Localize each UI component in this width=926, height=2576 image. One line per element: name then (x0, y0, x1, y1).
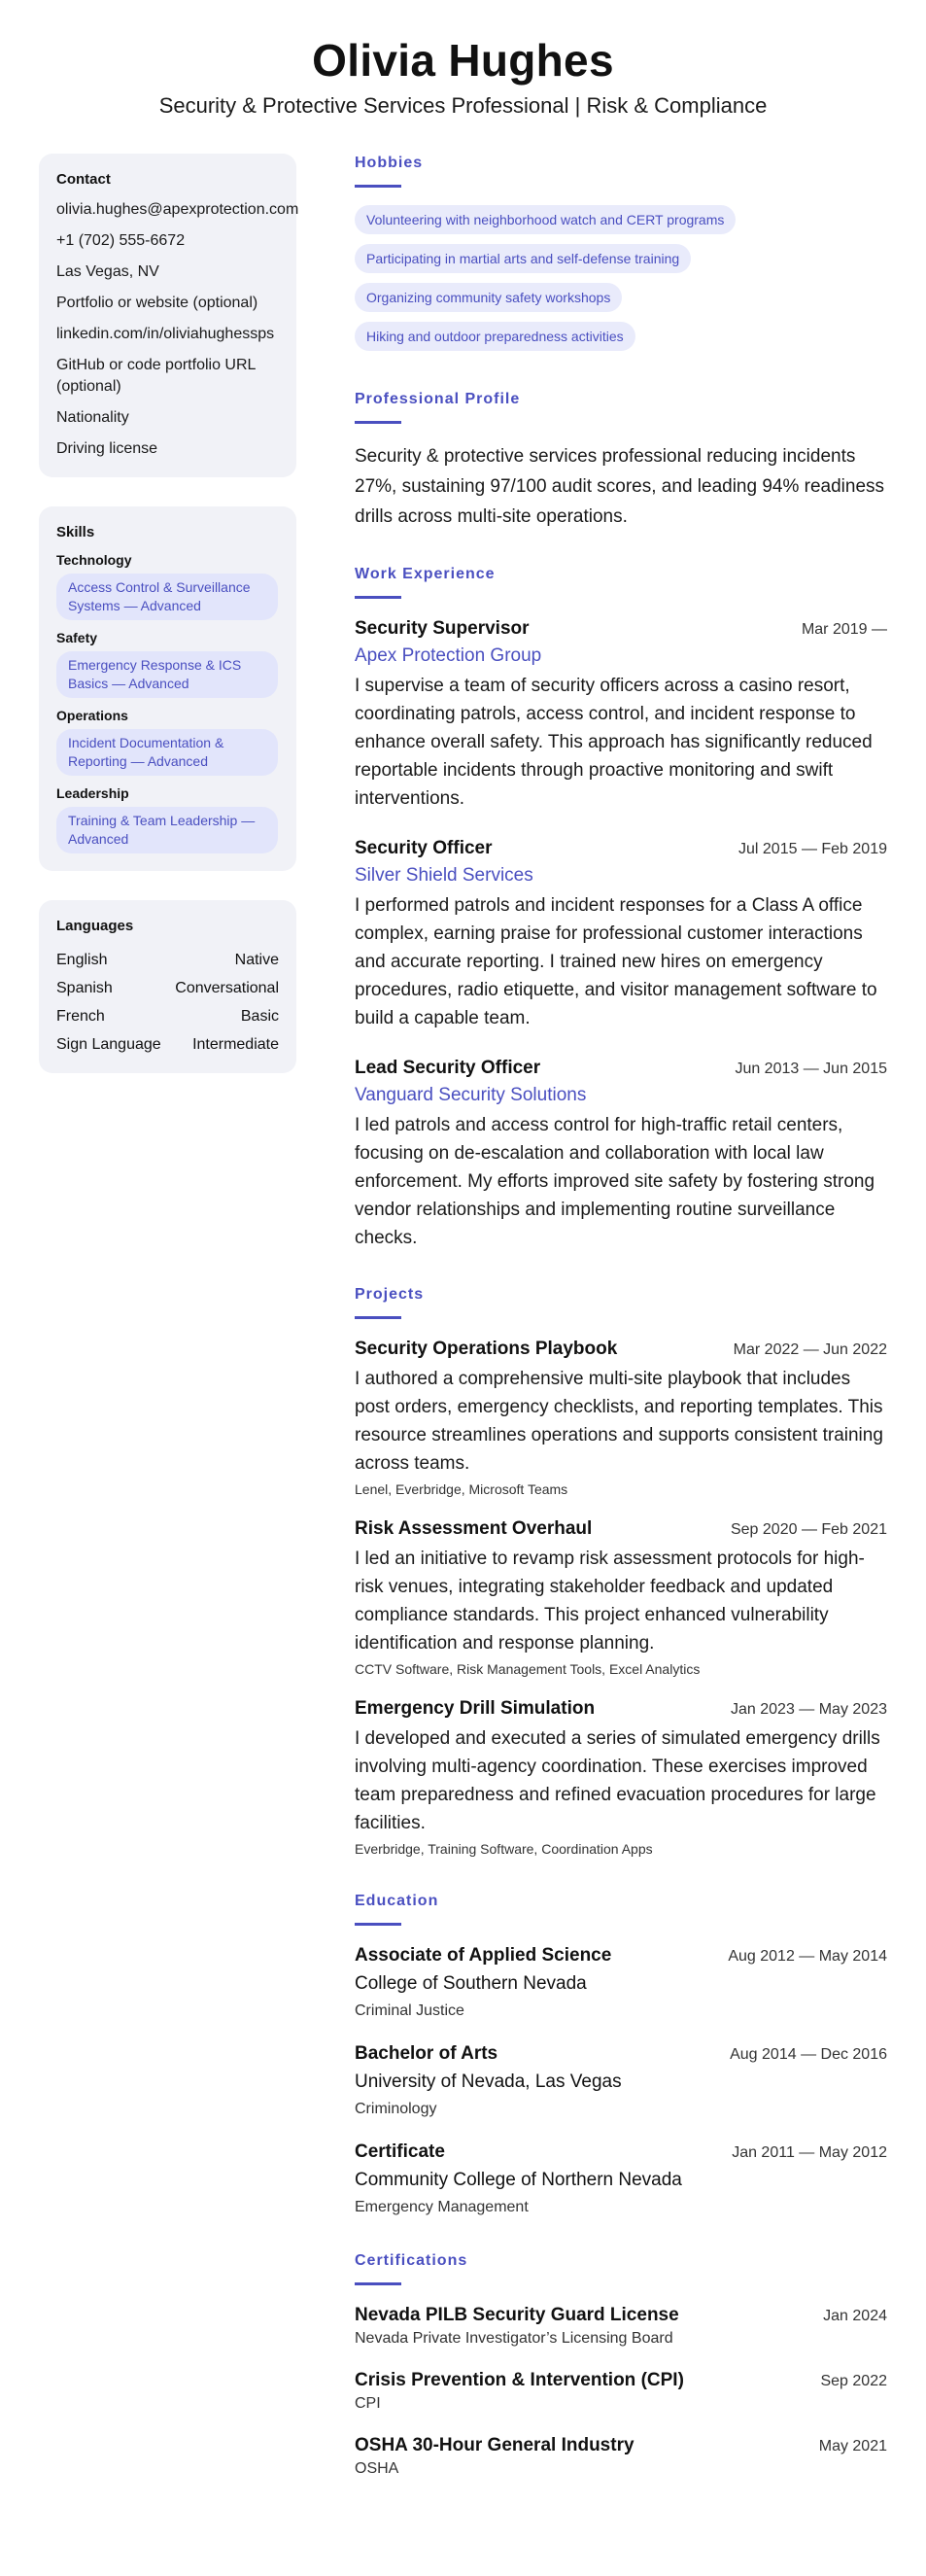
project-tools: Lenel, Everbridge, Microsoft Teams (355, 1481, 568, 1497)
certification-entry (355, 2303, 887, 2349)
skill-category: Operations (56, 708, 128, 723)
contact-email[interactable]: olivia.hughes@apexprotection.com (56, 201, 299, 218)
skill-pill: Incident Documentation & Reporting — Advanced (56, 729, 278, 776)
school: College of Southern Nevada (355, 1973, 587, 1994)
job-dates: Jul 2015 — Feb 2019 (738, 841, 887, 857)
employer: Vanguard Security Solutions (355, 1085, 587, 1105)
project-description: I authored a comprehensive multi-site playbook that includes post orders, emergency checklists, and reporting templates. This resource streamlines operations and supports consistent training across teams. (355, 1369, 883, 1474)
education-entry (355, 2140, 887, 2218)
field-of-study: Criminology (355, 2101, 437, 2117)
project-tools: CCTV Software, Risk Management Tools, Excel Analytics (355, 1661, 701, 1677)
skill-group (56, 785, 279, 853)
school: Community College of Northern Nevada (355, 2170, 682, 2190)
employer: Silver Shield Services (355, 865, 533, 886)
field-of-study: Emergency Management (355, 2199, 529, 2215)
education-section (355, 1892, 887, 2218)
section-divider (355, 1316, 401, 1319)
certification-issuer: Nevada Private Investigator’s Licensing Board (355, 2330, 673, 2347)
certifications-section (355, 2251, 887, 2479)
project-description: I developed and executed a series of simulated emergency drills involving multi-agency coordination. These exercises improved team preparedness and refined evacuation procedures for large facilities. (355, 1728, 880, 1833)
education-dates: Aug 2014 — Dec 2016 (730, 2046, 887, 2063)
hobby-pill: Participating in martial arts and self-defense training (355, 244, 691, 273)
project-title: Risk Assessment Overhaul (355, 1518, 593, 1539)
hobby-pill: Organizing community safety workshops (355, 283, 622, 312)
employer: Apex Protection Group (355, 645, 542, 666)
education-dates: Jan 2011 — May 2012 (732, 2144, 887, 2161)
language-name: Sign Language (56, 1036, 161, 1053)
degree: Certificate (355, 2141, 445, 2162)
experience-entry (355, 1056, 887, 1252)
section-title: Education (355, 1893, 439, 1909)
language-row (56, 978, 279, 999)
education-entry (355, 2041, 887, 2120)
section-title: Certifications (355, 2252, 468, 2269)
project-description: I led an initiative to revamp risk assessment protocols for high-risk venues, integrating stakeholder feedback and updated compliance standards. This project enhanced vulnerability identification and response planning. (355, 1549, 865, 1654)
language-level: Native (234, 952, 279, 968)
skill-pill: Access Control & Surveillance Systems — Advanced (56, 574, 278, 620)
contact-title: Contact (56, 171, 111, 188)
field-of-study: Criminal Justice (355, 2002, 464, 2019)
hobby-pill: Volunteering with neighborhood watch and CERT programs (355, 205, 736, 234)
hobby-list (355, 205, 887, 361)
experience-section (355, 565, 887, 1252)
project-dates: Sep 2020 — Feb 2021 (730, 1521, 887, 1538)
section-divider (355, 1923, 401, 1926)
profile-section (355, 390, 887, 532)
experience-entry (355, 616, 887, 813)
job-title: Lead Security Officer (355, 1058, 541, 1078)
resume-header (0, 0, 926, 121)
language-level: Conversational (175, 980, 279, 996)
project-entry (355, 1696, 887, 1859)
language-name: Spanish (56, 980, 113, 996)
skills-card (39, 506, 296, 871)
section-title: Hobbies (355, 155, 424, 171)
contact-nationality: Nationality (56, 409, 129, 426)
language-row (56, 1006, 279, 1027)
language-level: Basic (240, 1008, 279, 1025)
contact-location: Las Vegas, NV (56, 263, 159, 280)
skill-pill: Training & Team Leadership — Advanced (56, 807, 278, 853)
job-dates: Mar 2019 — (801, 621, 887, 638)
degree: Bachelor of Arts (355, 2043, 498, 2064)
section-divider (355, 421, 401, 424)
sidebar (39, 154, 299, 2512)
contact-linkedin[interactable]: linkedin.com/in/oliviahughessps (56, 326, 275, 342)
section-title: Work Experience (355, 566, 496, 582)
certification-issuer: CPI (355, 2395, 381, 2412)
hobby-pill: Hiking and outdoor preparedness activities (355, 322, 635, 351)
skills-title: Skills (56, 524, 95, 540)
project-dates: Jan 2023 — May 2023 (731, 1701, 887, 1718)
resume-body (0, 154, 926, 2512)
skill-group (56, 708, 279, 776)
certification-name: OSHA 30-Hour General Industry (355, 2435, 634, 2455)
job-description: I led patrols and access control for high-traffic retail centers, focusing on de-escalation and collaboration with local law enforcement. My efforts improved site safety by fostering strong vendor relationships and implementing routine surveillance checks. (355, 1115, 875, 1248)
language-row (56, 950, 279, 971)
project-entry (355, 1516, 887, 1679)
skill-category: Technology (56, 552, 132, 568)
job-description: I performed patrols and incident responses for a Class A office complex, earning praise for professional customer interactions and accurate reporting. I trained new hires on emergency procedures, radio etiquette, and visitor management software to build a capable team. (355, 895, 877, 1028)
candidate-name: Olivia Hughes (312, 35, 614, 86)
certification-issuer: OSHA (355, 2460, 399, 2477)
project-title: Security Operations Playbook (355, 1339, 618, 1359)
job-title: Security Supervisor (355, 618, 530, 639)
project-title: Emergency Drill Simulation (355, 1698, 596, 1719)
skill-pill: Emergency Response & ICS Basics — Advanced (56, 651, 278, 698)
language-level: Intermediate (192, 1036, 279, 1053)
education-entry (355, 1943, 887, 2022)
section-divider (355, 596, 401, 599)
hobbies-section (355, 154, 887, 361)
section-title: Professional Profile (355, 391, 521, 407)
skill-group (56, 630, 279, 698)
certification-date: Jan 2024 (823, 2308, 887, 2324)
skill-group (56, 552, 279, 620)
contact-phone[interactable]: +1 (702) 555-6672 (56, 232, 186, 249)
contact-license: Driving license (56, 440, 158, 457)
contact-github[interactable]: GitHub or code portfolio URL (optional) (56, 357, 256, 395)
candidate-headline: Security & Protective Services Professional | Risk & Compliance (158, 93, 768, 118)
certification-entry (355, 2433, 887, 2479)
education-dates: Aug 2012 — May 2014 (728, 1948, 887, 1965)
contact-card (39, 154, 299, 477)
language-name: English (56, 952, 108, 968)
languages-card (39, 900, 296, 1073)
skill-category: Leadership (56, 785, 129, 801)
language-name: French (56, 1008, 105, 1025)
profile-summary: Security & protective services professional reducing incidents 27%, sustaining 97/100 audit scores, and leading 94% readiness drills across multi-site operations. (355, 446, 885, 527)
school: University of Nevada, Las Vegas (355, 2071, 622, 2092)
projects-section (355, 1285, 887, 1859)
certification-entry (355, 2368, 887, 2414)
job-description: I supervise a team of security officers across a casino resort, coordinating patrols, access control, and incident response to enhance overall safety. This approach has significantly reduced reportable incidents through proactive monitoring and swift interventions. (355, 676, 873, 809)
contact-portfolio[interactable]: Portfolio or website (optional) (56, 295, 258, 311)
job-title: Security Officer (355, 838, 493, 858)
certification-date: May 2021 (818, 2438, 887, 2454)
project-entry (355, 1337, 887, 1499)
certification-name: Crisis Prevention & Intervention (CPI) (355, 2370, 684, 2390)
project-dates: Mar 2022 — Jun 2022 (733, 1341, 887, 1358)
language-row (56, 1034, 279, 1056)
section-divider (355, 2282, 401, 2285)
section-divider (355, 185, 401, 188)
languages-title: Languages (56, 918, 134, 934)
experience-entry (355, 836, 887, 1032)
certification-date: Sep 2022 (820, 2373, 887, 2389)
project-tools: Everbridge, Training Software, Coordination Apps (355, 1841, 653, 1857)
certification-name: Nevada PILB Security Guard License (355, 2305, 679, 2325)
degree: Associate of Applied Science (355, 1945, 612, 1966)
main-column (355, 154, 887, 2512)
skill-category: Safety (56, 630, 98, 645)
section-title: Projects (355, 1286, 425, 1303)
job-dates: Jun 2013 — Jun 2015 (735, 1061, 887, 1077)
